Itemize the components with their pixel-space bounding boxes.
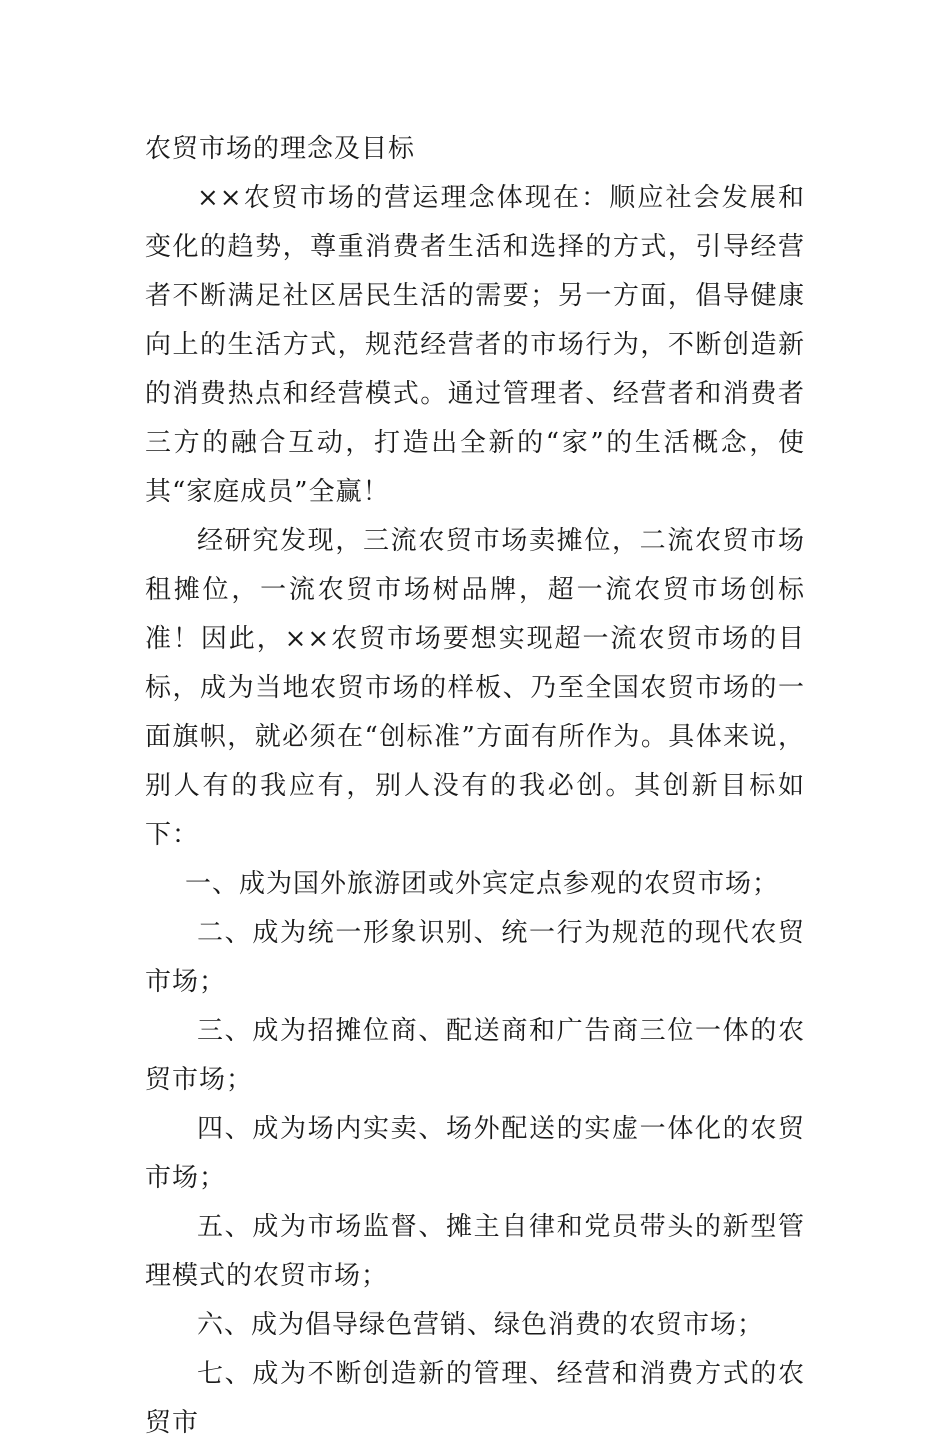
- goal-item-3: 三、成为招摊位商、配送商和广告商三位一体的农贸市场；: [145, 1016, 805, 1095]
- goal-item-7: 七、成为不断创造新的管理、经营和消费方式的农贸市: [145, 1359, 805, 1438]
- goal-item-6: 六、成为倡导绿色营销、绿色消费的农贸市场；: [197, 1310, 765, 1340]
- paragraph-research-findings: 经研究发现，三流农贸市场卖摊位，二流农贸市场租摊位，一流农贸市场树品牌，超一流农贸市场创标准！因此，××农贸市场要想实现超一流农贸市场的目标，成为当地农贸市场的样板、乃至全国农贸市场的一面旗帜，就必须在“创标准”方面有所作为。具体来说，别人有的我应有，别人没有的我必创。其创新目标如下：: [145, 526, 805, 850]
- document-page: [145, 125, 805, 1448]
- goal-item-4: 四、成为场内实卖、场外配送的实虚一体化的农贸市场；: [145, 1114, 805, 1193]
- goal-item-5: 五、成为市场监督、摊主自律和党员带头的新型管理模式的农贸市场；: [145, 1212, 805, 1291]
- goal-item-1: 一、成为国外旅游团或外宾定点参观的农贸市场；: [185, 869, 780, 899]
- document-title: 农贸市场的理念及目标: [145, 134, 416, 164]
- goal-item-2: 二、成为统一形象识别、统一行为规范的现代农贸市场；: [145, 918, 805, 997]
- paragraph-operating-philosophy: ××农贸市场的营运理念体现在：顺应社会发展和变化的趋势，尊重消费者生活和选择的方式，引导经营者不断满足社区居民生活的需要；另一方面，倡导健康向上的生活方式，规范经营者的市场行为，不断创造新的消费热点和经营模式。通过管理者、经营者和消费者三方的融合互动，打造出全新的“家”的生活概念，使其“家庭成员”全赢！: [145, 183, 805, 507]
